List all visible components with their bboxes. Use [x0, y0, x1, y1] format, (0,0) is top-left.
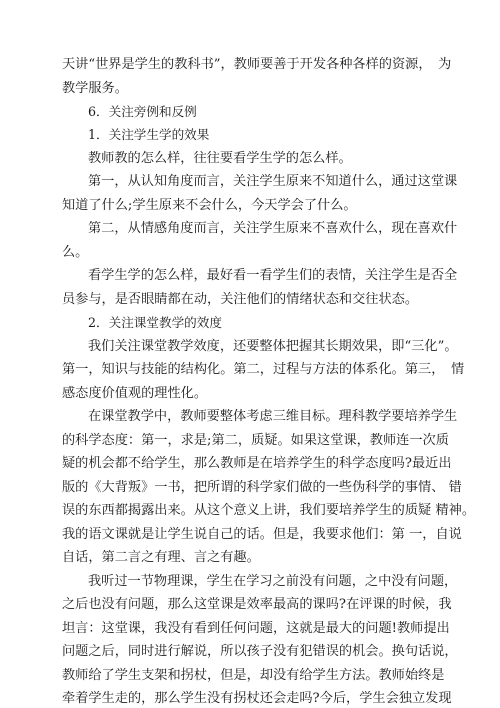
text-line: 疑的机会都不给学生，那么教师是在培养学生的科学态度吗?最近出 [62, 456, 452, 472]
text-line: 问题之后，同时进行解说，所以孩子没有犯错误的机会。换句话说， [62, 644, 458, 659]
text-line: 员参与，是否眼睛都在动，关注他们的情绪状态和交往状态。 [62, 291, 419, 307]
text-line: 我听过一节物理课，学生在学习之前没有问题，之中没有问题， [88, 573, 458, 589]
section-heading: 1．关注学生学的效果 [88, 127, 210, 143]
text-line: 感态度价值观的理性化。 [62, 385, 208, 401]
text-line: 牵着学生走的，那么学生没有拐杖还会走吗?今后，学生会独立发现 [62, 691, 452, 706]
text-line: 版的《大背叛》一书，把所谓的科学家们做的一些伪科学的事情、 错 [62, 479, 462, 495]
section-heading: 6．关注旁例和反例 [88, 104, 197, 119]
text-line: 第一，知识与技能的结构化。第二，过程与方法的体系化。第三， 情 [62, 362, 465, 378]
text-line: 第一，从认知角度而言，关注学生原来不知道什么，通过这堂课 [88, 174, 458, 190]
text-line: 么。 [62, 244, 89, 260]
text-line: 自话，第二言之有理、言之有趣。 [62, 550, 260, 566]
text-line: 坦言：这堂课，我没有看到任何问题，这就是最大的问题!教师提出 [62, 620, 450, 636]
text-line: 教学服务。 [62, 80, 128, 96]
text-line: 的科学态度：第一，求是;第二，质疑。如果这堂课，教师连一次质 [62, 432, 449, 448]
text-line: 在课堂教学中，教师要整体考虑三维目标。理科教学要培养学生 [88, 409, 458, 425]
text-line: 知道了什么;学生原来不会什么，今天学会了什么。 [62, 197, 357, 213]
text-line: 看学生学的怎么样，最好看一看学生们的表情，关注学生是否全 [88, 268, 458, 284]
text-line: 误的东西都揭露出来。从这个意义上讲，我们要培养学生的质疑 精神。 [62, 503, 476, 519]
text-line: 教师教的怎么样，往往要看学生学的怎么样。 [88, 150, 352, 166]
text-line: 第二，从情感角度而言，关注学生原来不喜欢什么，现在喜欢什 [88, 221, 458, 237]
section-heading: 2．关注课堂教学的效度 [88, 315, 222, 331]
text-line: 教师给了学生支架和拐杖，但是，却没有给学生方法。教师始终是 [62, 667, 445, 683]
text-line: 天讲“世界是学生的教科书”，教师要善于开发各种各样的资源， 为 [62, 57, 452, 72]
text-line: 我们关注课堂教学效度，还要整体把握其长期效果，即“三化”。 [88, 338, 458, 354]
text-line: 我的语文课就是让学生说自己的话。但是，我要求他们：第 一，自说 [62, 526, 462, 542]
text-line: 之后也没有问题，那么这堂课是效率最高的课吗?在评课的时候，我 [62, 597, 452, 613]
